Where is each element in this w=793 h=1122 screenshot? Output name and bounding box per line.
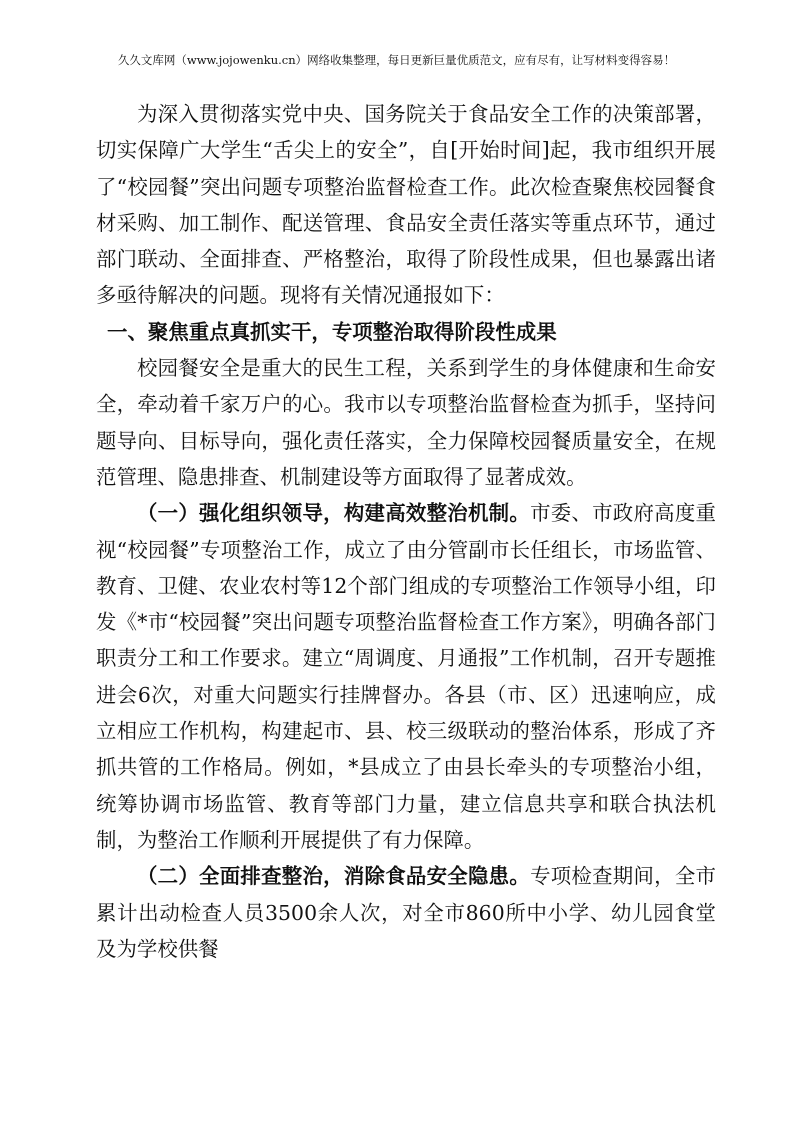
document-body — [96, 96, 716, 967]
item1-paragraph — [96, 495, 716, 858]
section1-heading: 一、聚焦重点真抓实干，专项整治取得阶段性成果 — [107, 319, 557, 344]
section1-paragraph: 校园餐安全是重大的民生工程，关系到学生的身体健康和生命安全，牵动着千家万户的心。我市以专项整治监督检查为抓手，坚持问题导向、目标导向，强化责任落实，全力保障校园餐质量安全，在规范管理、隐患排查、机制建设等方面取得了显著成效。 — [96, 356, 716, 489]
intro-paragraph: 为深入贯彻落实党中央、国务院关于食品安全工作的决策部署，切实保障广大学生“舌尖上的安全”，自[开始时间]起，我市组织开展了“校园餐”突出问题专项整治监督检查工作。此次检查聚焦校园餐食材采购、加工制作、配送管理、食品安全责任落实等重点环节，通过部门联动、全面排查、严格整治，取得了阶段性成果，但也暴露出诸多亟待解决的问题。现将有关情况通报如下： — [96, 102, 716, 308]
item2-paragraph — [96, 858, 716, 967]
item1-text: 市委、市政府高度重视“校园餐”专项整治工作，成立了由分管副市长任组长，市场监管、教育、卫健、农业农村等12个部门组成的专项整治工作领导小组，印发《*市“校园餐”突出问题专项整治监督检查工作方案》，明确各部门职责分工和工作要求。建立“周调度、月通报”工作机制，召开专题推进会6次，对重大问题实行挂牌督办。各县（市、区）迅速响应，成立相应工作机构，构建起市、县、校三级联动的整治体系，形成了齐抓共管的工作格局。例如，*县成立了由县长牵头的专项整治小组，统筹协调市场监管、教育等部门力量，建立信息共享和联合执法机制，为整治工作顺利开展提供了有力保障。 — [96, 501, 716, 852]
item1-lead: （一）强化组织领导，构建高效整治机制。 — [137, 501, 531, 526]
page-header-watermark: 久久文库网（www.jojowenku.cn）网络收集整理，每日更新巨量优质范文，应有尽有，让写材料变得容易！ — [117, 53, 676, 67]
item2-lead: （二）全面排查整治，消除食品安全隐患。 — [137, 864, 531, 889]
item2-text: 专项检查期间，全市累计出动检查人员3500余人次，对全市860所中小学、幼儿园食堂及为学校供餐 — [96, 864, 716, 961]
